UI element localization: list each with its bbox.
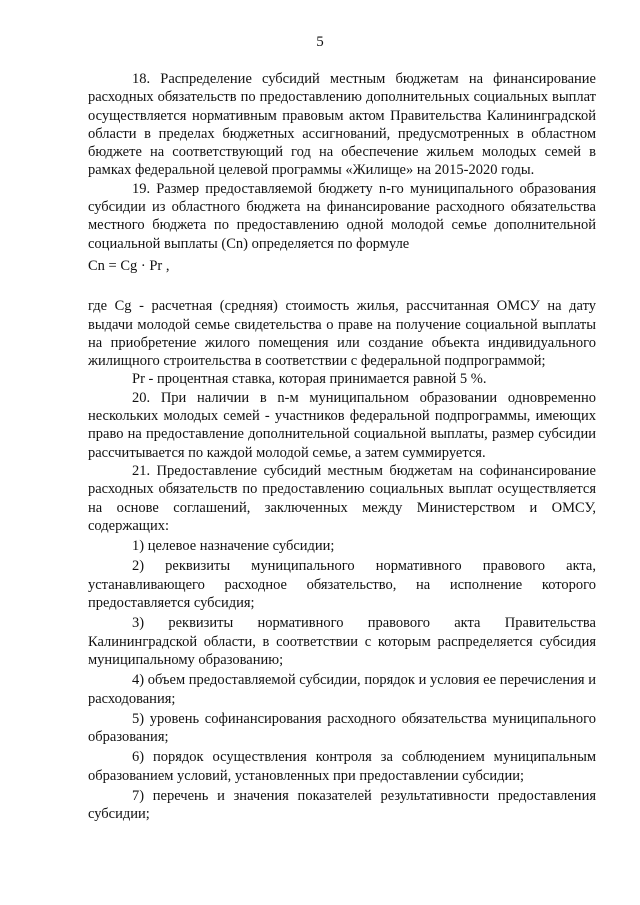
list-item-4: 4) объем предоставляемой субсидии, порядок и условия ее перечисления и расходования; [88, 672, 596, 707]
paragraph-20: 20. При наличии в n-м муниципальном образовании одновременно нескольких молодых семей - участников федеральной подпрограммы, имеющих право на предоставление дополнительной социальной выплаты, размер субсидии рассчитывается по каждой молодой семье, а затем суммируется. [88, 389, 596, 461]
paragraph-19: 19. Размер предоставляемой бюджету n-го муниципального образования субсидии из областного бюджета на финансирование расходного обязательства местного бюджета по предоставлению одной молодой семье дополнительной социальной выплаты (Cn) определяется по формуле [88, 180, 596, 252]
list-item-3: 3) реквизиты нормативного правового акта Правительства Калининградской области, в соответствии с которым распределяется субсидия муниципальному образованию; [88, 615, 596, 668]
list-item-2: 2) реквизиты муниципального нормативного правового акта, устанавливающего расходное обязательство, на исполнение которого предоставляется субсидия; [88, 558, 596, 612]
formula: Cn = Cg · Pr , [88, 257, 170, 274]
paragraph-18: 18. Распределение субсидий местным бюджетам на финансирование расходных обязательств по предоставлению дополнительных социальных выплат осуществляется нормативным правовым актом Правительства Калининградской области в пределах бюджетных ассигнований, предусмотренных в областном бюджете на соответствующий год на обеспечение жильем молодых семей в рамках федеральной целевой программы «Жилище» на 2015-2020 годы. [88, 71, 596, 179]
paragraph-21: 21. Предоставление субсидий местным бюджетам на софинансирование расходных обязательств по предоставлению социальных выплат осуществляется на основе соглашений, заключенных между Министерством и ОМСУ, содержащих: [88, 462, 596, 534]
page-number: 5 [316, 34, 324, 50]
document-body [88, 70, 596, 824]
list-item-5: 5) уровень софинансирования расходного обязательства муниципального образования; [88, 710, 596, 746]
list-item-6: 6) порядок осуществления контроля за соблюдением муниципальным образованием условий, установленных при предоставлении субсидии; [88, 749, 596, 784]
list-item-7: 7) перечень и значения показателей результативности предоставления субсидии; [88, 787, 596, 823]
definition-cg: где Cg - расчетная (средняя) стоимость жилья, рассчитанная ОМСУ на дату выдачи молодой семье свидетельства о праве на получение социальной выплаты на приобретение жилого помещения или создание объекта индивидуального жилищного строительства в соответствии с федеральной подпрограммой; [88, 298, 596, 370]
list-item-1: 1) целевое назначение субсидии; [132, 538, 335, 555]
definition-pr: Pr - процентная ставка, которая принимается равной 5 %. [132, 371, 487, 388]
